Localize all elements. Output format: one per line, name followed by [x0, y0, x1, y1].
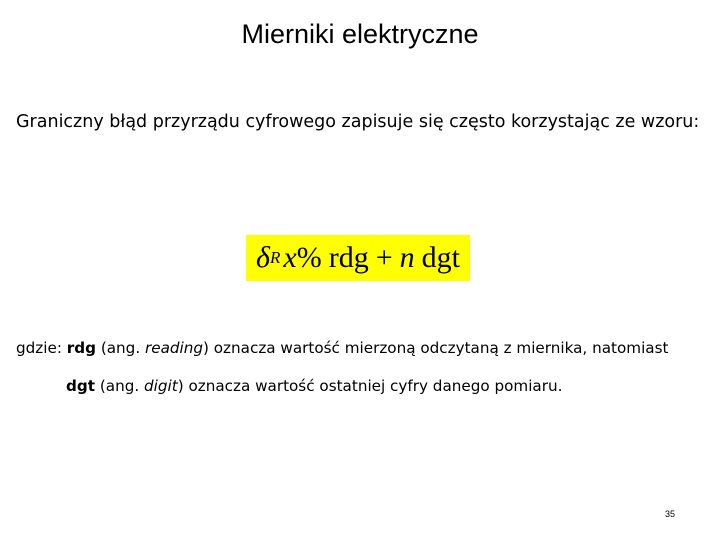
term-rdg: rdg: [66, 339, 96, 357]
formula-x: x: [283, 241, 297, 274]
term-dgt: dgt: [66, 377, 96, 395]
intro-paragraph: Graniczny błąd przyrządu cyfrowego zapisuje się często korzystając ze wzoru:: [16, 112, 700, 132]
digit-word: digit: [144, 377, 178, 395]
explanation-rest-2: ) oznacza wartość ostatniej cyfry danego pomiaru.: [177, 377, 563, 395]
explanation-lead: gdzie:: [16, 339, 67, 357]
reading-word: reading: [144, 339, 204, 357]
explanation-rest-1: ) oznacza wartość mierzoną odczytaną z miernika, natomiast: [203, 339, 669, 357]
page-number: 35: [664, 509, 675, 519]
formula-plus: +: [375, 241, 393, 274]
explanation-open-1: (ang.: [96, 339, 145, 357]
formula-box: δ R x % rdg + n dgt: [246, 235, 470, 281]
formula-rdg: rdg: [328, 241, 369, 274]
formula-delta: δ: [256, 241, 270, 274]
explanation-open-2: (ang.: [95, 377, 144, 395]
formula-percent: %: [296, 241, 322, 274]
slide-title: Mierniki elektryczne: [241, 19, 479, 49]
explanation-paragraph: [16, 334, 716, 400]
formula-dgt: dgt: [421, 241, 460, 274]
formula-n: n: [399, 241, 415, 274]
explanation-line-2: [16, 372, 716, 400]
